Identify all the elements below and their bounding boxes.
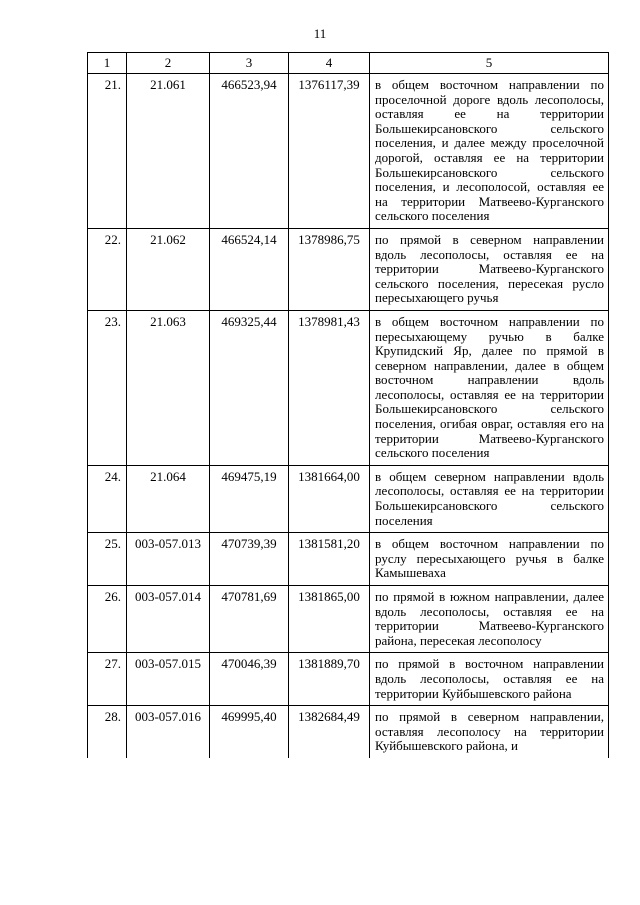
point-code: 003-057.015 (127, 653, 210, 706)
table-row (88, 310, 609, 465)
table-row (88, 228, 609, 310)
coordinate-x: 469995,40 (210, 706, 289, 758)
table-row (88, 706, 609, 758)
boundary-description: в общем восточном направлении по руслу пересыхающего ручья в балке Камышеваха (370, 533, 609, 586)
coordinate-y: 1381889,70 (289, 653, 370, 706)
coordinate-y: 1381581,20 (289, 533, 370, 586)
point-code: 21.064 (127, 465, 210, 532)
coordinate-x: 470046,39 (210, 653, 289, 706)
coordinate-y: 1382684,49 (289, 706, 370, 758)
row-number: 23. (88, 310, 127, 465)
coordinate-y: 1378986,75 (289, 228, 370, 310)
point-code: 21.062 (127, 228, 210, 310)
table-row (88, 74, 609, 229)
boundary-description: в общем восточном направлении по проселочной дороге вдоль лесополосы, оставляя ее на территории Большекирсановского сельского поселения, и далее между проселочной дорогой, оставляя ее на территории Большекирсановского сельского поселения, и лесополосой, оставляя ее на территории Матвеево-Курганского сельского поселения (370, 74, 609, 229)
row-number: 27. (88, 653, 127, 706)
point-code: 21.061 (127, 74, 210, 229)
table-row (88, 653, 609, 706)
column-header: 1 (88, 53, 127, 74)
boundary-description: по прямой в северном направлении вдоль лесополосы, оставляя ее на территории Матвеево-Курганского сельского поселения, пересекая русло пересыхающего ручья (370, 228, 609, 310)
row-number: 26. (88, 586, 127, 653)
coordinate-y: 1376117,39 (289, 74, 370, 229)
table-row (88, 533, 609, 586)
page-number: 11 (313, 26, 327, 41)
point-code: 21.063 (127, 310, 210, 465)
boundary-table (87, 52, 609, 758)
point-code: 003-057.013 (127, 533, 210, 586)
coordinate-y: 1381865,00 (289, 586, 370, 653)
table-header-row (88, 53, 609, 74)
row-number: 24. (88, 465, 127, 532)
column-header: 2 (127, 53, 210, 74)
table-row (88, 586, 609, 653)
table-row (88, 465, 609, 532)
row-number: 21. (88, 74, 127, 229)
point-code: 003-057.016 (127, 706, 210, 758)
coordinate-x: 470739,39 (210, 533, 289, 586)
boundary-description: по прямой в восточном направлении вдоль лесополосы, оставляя ее на территории Куйбышевского района (370, 653, 609, 706)
boundary-description: по прямой в северном направлении, оставляя лесополосу на территории Куйбышевского района, и (370, 706, 609, 758)
column-header: 3 (210, 53, 289, 74)
coordinate-x: 470781,69 (210, 586, 289, 653)
row-number: 25. (88, 533, 127, 586)
coordinate-y: 1381664,00 (289, 465, 370, 532)
row-number: 22. (88, 228, 127, 310)
coordinate-y: 1378981,43 (289, 310, 370, 465)
point-code: 003-057.014 (127, 586, 210, 653)
boundary-description: в общем восточном направлении по пересыхающему ручью в балке Крупидский Яр, далее по прямой в северном направлении, далее в общем восточном направлении вдоль лесополосы, оставляя ее на территории Большекирсановского сельского поселения, огибая овраг, оставляя его на территории Матвеево-Курганского сельского поселения (370, 310, 609, 465)
coordinate-x: 469325,44 (210, 310, 289, 465)
row-number: 28. (88, 706, 127, 758)
coordinate-x: 466524,14 (210, 228, 289, 310)
column-header: 4 (289, 53, 370, 74)
column-header: 5 (370, 53, 609, 74)
boundary-description: по прямой в южном направлении, далее вдоль лесополосы, оставляя ее на территории Матвеево-Курганского района, пересекая лесополосу (370, 586, 609, 653)
coordinate-x: 466523,94 (210, 74, 289, 229)
coordinate-x: 469475,19 (210, 465, 289, 532)
boundary-description: в общем северном направлении вдоль лесополосы, оставляя ее на территории Большекирсановского сельского поселения (370, 465, 609, 532)
